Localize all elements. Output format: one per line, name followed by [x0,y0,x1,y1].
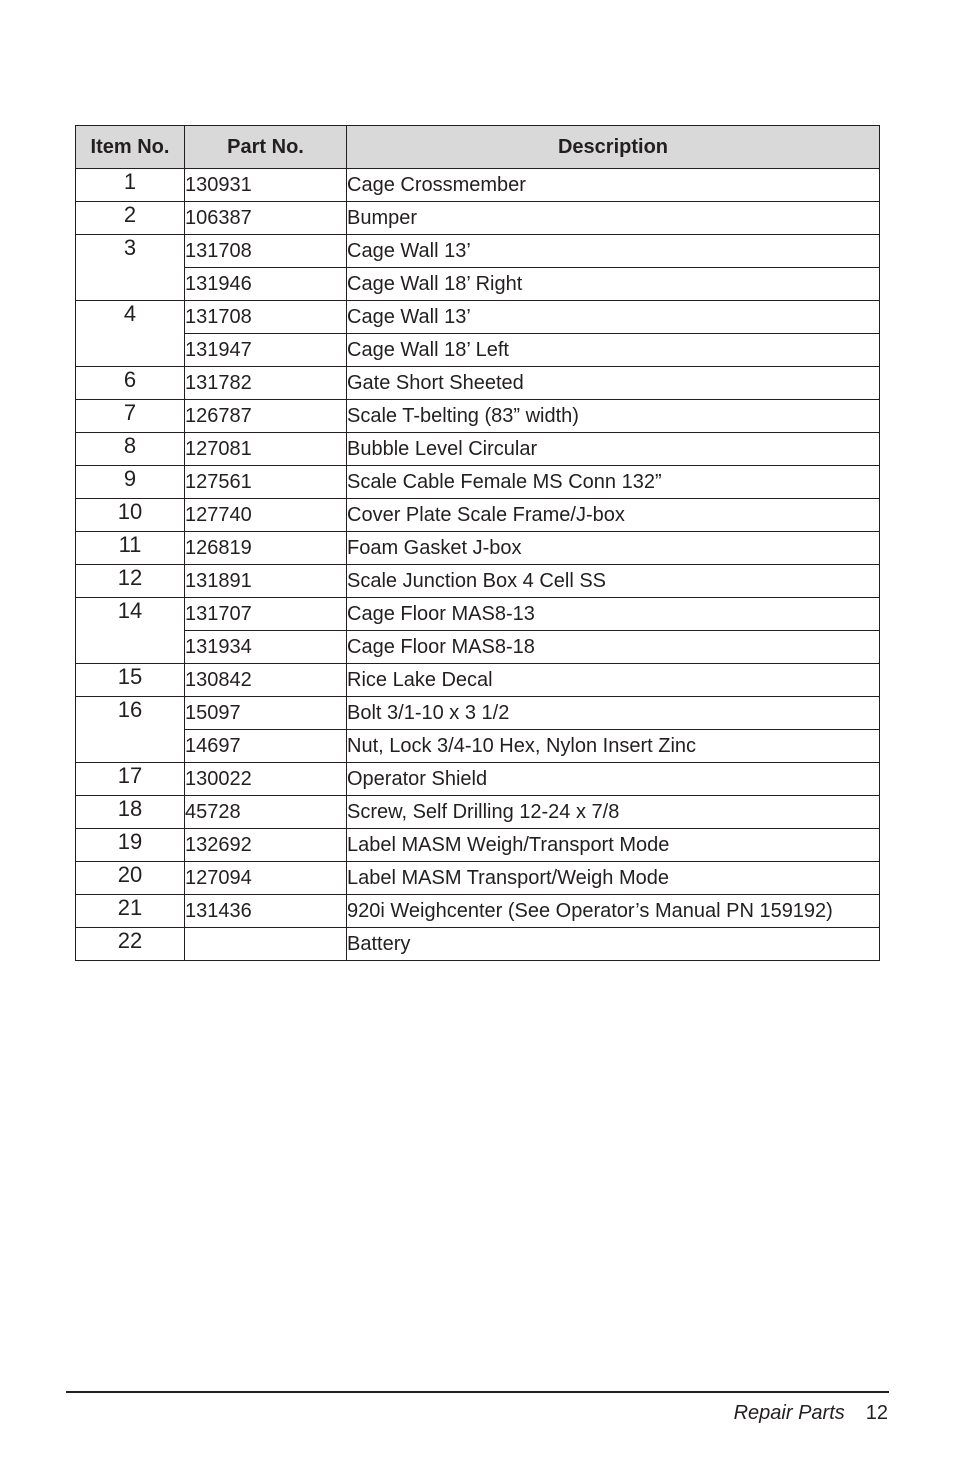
table-row [76,532,880,565]
table-row [76,334,880,367]
page-number: 12 [865,1402,888,1424]
description-cell: Cage Floor MAS8-13 [347,598,880,631]
table-row [76,367,880,400]
item-no-cell: 12 [76,565,185,598]
description-cell: Nut, Lock 3/4-10 Hex, Nylon Insert Zinc [347,730,880,763]
item-no-cell: 11 [76,532,185,565]
table-row [76,928,880,961]
description-cell: Label MASM Weigh/Transport Mode [347,829,880,862]
part-no-cell: 126819 [185,532,347,565]
part-no-cell: 131708 [185,301,347,334]
table-row [76,301,880,334]
item-no-cell: 15 [76,664,185,697]
table-row [76,202,880,235]
part-no-cell: 15097 [185,697,347,730]
description-cell: Bolt 3/1-10 x 3 1/2 [347,697,880,730]
description-cell: Cage Crossmember [347,169,880,202]
item-no-cell: 18 [76,796,185,829]
item-no-cell: 19 [76,829,185,862]
description-cell: Operator Shield [347,763,880,796]
description-cell: Bubble Level Circular [347,433,880,466]
part-no-cell: 131436 [185,895,347,928]
part-no-cell: 132692 [185,829,347,862]
description-cell: Label MASM Transport/Weigh Mode [347,862,880,895]
part-no-cell: 127740 [185,499,347,532]
part-no-cell: 127094 [185,862,347,895]
description-cell: Cage Wall 18’ Left [347,334,880,367]
table-row [76,730,880,763]
description-cell: Scale T-belting (83” width) [347,400,880,433]
item-no-cell: 7 [76,400,185,433]
item-no-cell: 21 [76,895,185,928]
part-no-cell [185,928,347,961]
table-row [76,598,880,631]
description-cell: Screw, Self Drilling 12-24 x 7/8 [347,796,880,829]
part-no-cell: 14697 [185,730,347,763]
part-no-cell: 130842 [185,664,347,697]
item-no-cell: 9 [76,466,185,499]
part-no-cell: 131707 [185,598,347,631]
table-row [76,235,880,268]
description-cell: Cage Wall 13’ [347,235,880,268]
table-row [76,400,880,433]
description-cell: Cage Wall 13’ [347,301,880,334]
item-no-cell: 16 [76,697,185,763]
table-body [76,169,880,961]
description-cell: Battery [347,928,880,961]
description-cell: Gate Short Sheeted [347,367,880,400]
table-row [76,697,880,730]
part-no-cell: 127561 [185,466,347,499]
table-row [76,829,880,862]
table-row [76,631,880,664]
description-cell: Scale Junction Box 4 Cell SS [347,565,880,598]
repair-parts-table [75,125,880,961]
item-no-cell: 2 [76,202,185,235]
part-no-cell: 45728 [185,796,347,829]
item-no-cell: 17 [76,763,185,796]
part-no-cell: 131946 [185,268,347,301]
description-cell: Cage Wall 18’ Right [347,268,880,301]
table-row [76,169,880,202]
table-row [76,895,880,928]
table-header-row [76,126,880,169]
description-cell: Foam Gasket J-box [347,532,880,565]
item-no-cell: 14 [76,598,185,664]
table-row [76,433,880,466]
part-no-cell: 131947 [185,334,347,367]
table-row [76,466,880,499]
item-no-cell: 6 [76,367,185,400]
description-cell: Scale Cable Female MS Conn 132” [347,466,880,499]
table-row [76,664,880,697]
part-no-cell: 126787 [185,400,347,433]
part-no-cell: 131708 [185,235,347,268]
item-no-cell: 8 [76,433,185,466]
footer-section-title: Repair Parts [733,1402,845,1424]
table-row [76,565,880,598]
description-cell: 920i Weighcenter (See Operator’s Manual PN 159192) [347,895,880,928]
table-row [76,796,880,829]
table-row [76,862,880,895]
part-no-cell: 131891 [185,565,347,598]
description-cell: Cover Plate Scale Frame/J-box [347,499,880,532]
item-no-cell: 20 [76,862,185,895]
item-no-cell: 22 [76,928,185,961]
item-no-cell: 10 [76,499,185,532]
description-cell: Rice Lake Decal [347,664,880,697]
table-row [76,763,880,796]
item-no-header: Item No. [76,126,185,169]
part-no-cell: 131934 [185,631,347,664]
part-no-cell: 131782 [185,367,347,400]
part-no-cell: 127081 [185,433,347,466]
part-no-cell: 130022 [185,763,347,796]
description-cell: Cage Floor MAS8-18 [347,631,880,664]
footer-rule [66,1391,889,1393]
table-row [76,499,880,532]
part-no-cell: 130931 [185,169,347,202]
description-header: Description [347,126,880,169]
table-row [76,268,880,301]
description-cell: Bumper [347,202,880,235]
part-no-header: Part No. [185,126,347,169]
item-no-cell: 4 [76,301,185,367]
item-no-cell: 3 [76,235,185,301]
part-no-cell: 106387 [185,202,347,235]
page-footer [734,1402,888,1425]
item-no-cell: 1 [76,169,185,202]
